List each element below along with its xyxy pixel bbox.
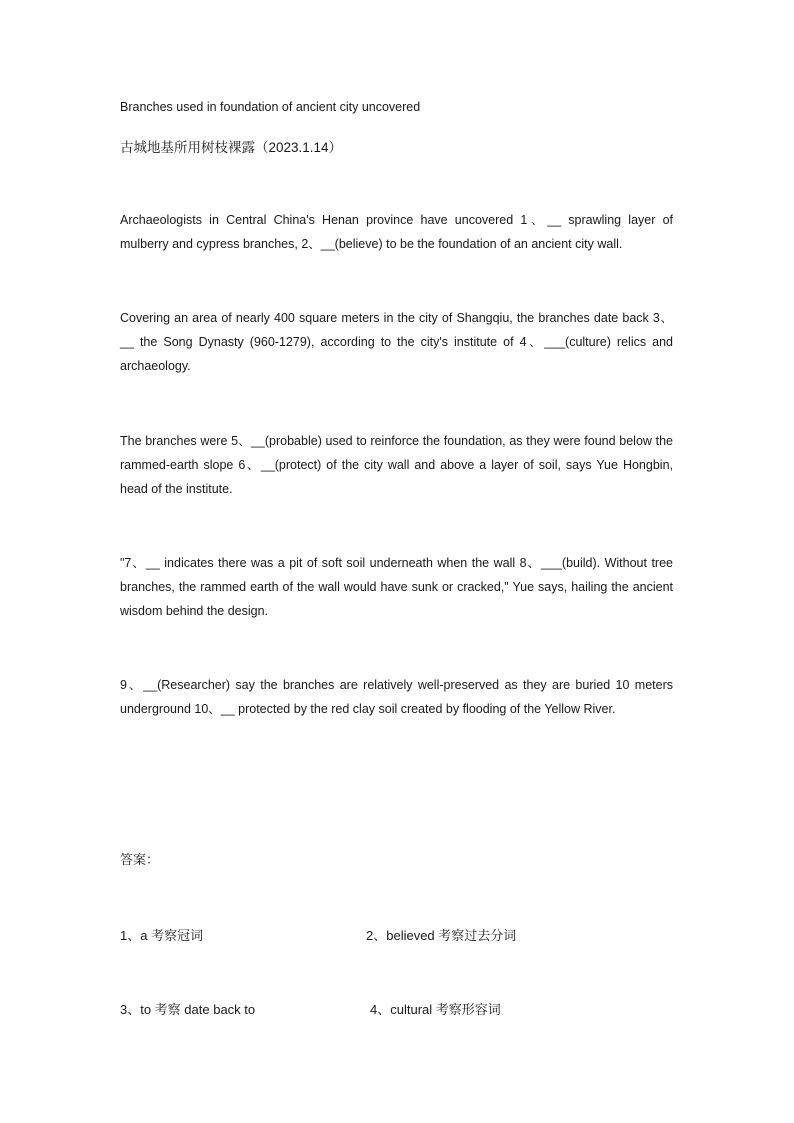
answer-3: 3、to 考察 date back to bbox=[120, 1002, 256, 1017]
answer-1: 1、a 考察冠词 bbox=[120, 928, 204, 943]
article-title-english: Branches used in foundation of ancient city uncovered bbox=[120, 100, 421, 114]
paragraph-4: "7、__ indicates there was a pit of soft soil underneath when the wall 8、___(build). Without tree branches, the rammed earth of the wall would have sunk or cracked," Yue says, hailing the ancient wisdom behind the design. bbox=[120, 556, 673, 618]
paragraph-5: 9、__(Researcher) say the branches are relatively well-preserved as they are buried 10 meters underground 10、__ protected by the red clay soil created by flooding of the Yellow River. bbox=[120, 678, 673, 716]
paragraph-2: Covering an area of nearly 400 square meters in the city of Shangqiu, the branches date back 3、__ the Song Dynasty (960-1279), according to the city's institute of 4、___(culture) relics and archaeology. bbox=[120, 311, 673, 373]
article-title-chinese: 古城地基所用树枝裸露（2023.1.14） bbox=[120, 140, 343, 155]
answer-4: 4、cultural 考察形容词 bbox=[370, 1002, 501, 1017]
paragraph-3: The branches were 5、__(probable) used to reinforce the foundation, as they were found below the rammed-earth slope 6、__(protect) of the city wall and above a layer of soil, says Yue Hongbin, head of the institute. bbox=[120, 434, 673, 496]
answers-heading: 答案： bbox=[120, 852, 160, 867]
paragraph-1: Archaeologists in Central China's Henan province have uncovered 1、__ sprawling layer of mulberry and cypress branches, 2、__(believe) to be the foundation of an ancient city wall. bbox=[120, 213, 673, 251]
answer-2: 2、believed 考察过去分词 bbox=[366, 928, 517, 943]
